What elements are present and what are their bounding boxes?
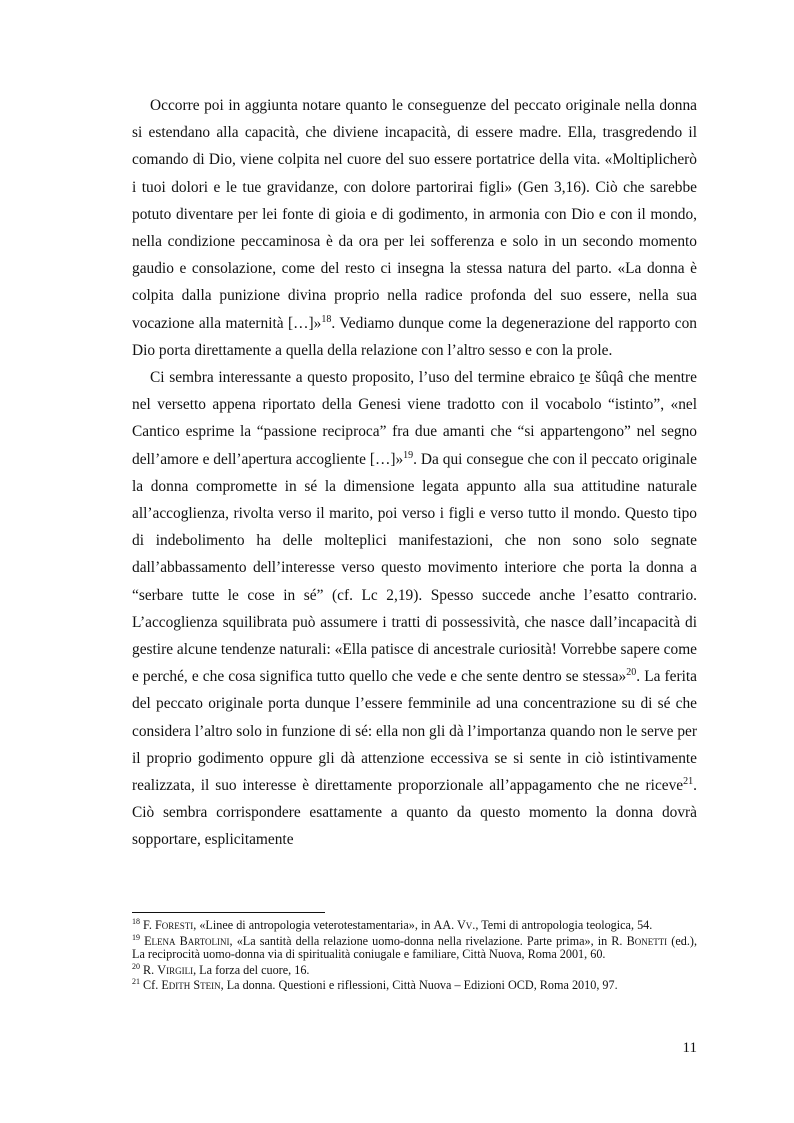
footnote-text: (ed.), La reciprocità uomo-donna via di spiritualità coniugale e familiare, Città Nuova, Roma 2001, 60. xyxy=(132,933,697,962)
footnote-author: Elena Bartolini xyxy=(144,933,230,948)
footnote-18 xyxy=(132,916,697,933)
footnote-text: , La donna. Questioni e riflessioni, Città Nuova – Edizioni OCD, Roma 2010, 97. xyxy=(220,978,618,993)
paragraph-text: . Vediamo dunque come la degenerazione del rapporto con Dio porta direttamente a quella della relazione con l’altro sesso e con la prole. xyxy=(132,314,697,359)
footnote-text: , «Linee di antropologia veterotestamentaria», in xyxy=(193,918,434,932)
footnote-author-surname: Foresti xyxy=(154,918,194,932)
footnote-author-surname: Virgili xyxy=(157,962,194,977)
paragraph-text: Occorre poi in aggiunta notare quanto le conseguenze del peccato originale nella donna si estendano alla capacità, che diviene incapacità, di essere madre. Ella, trasgredendo il comando di Dio, viene colpita nel cuore del suo essere portatrice della vita. «Moltiplicherò i tuoi dolori e le tue gravidanze, con dolore partorirai figli» (Gen 3,16). Ciò che sarebbe potuto diventare per lei fonte di gioia e di godimento, in armonia con Dio e con il mondo, nella condizione peccaminosa è da ora per lei sofferenza e solo in un secondo momento gaudio e consolazione, come del resto ci insegna la stessa natura del parto. «La donna è colpita dalla punizione divina proprio nella radice profonda del suo essere, nella sua vocazione alla maternità […]» xyxy=(132,97,697,332)
footnote-editor: AA. Vv. xyxy=(433,918,476,932)
footnote-number: 20 xyxy=(132,961,140,971)
footnote-number: 18 xyxy=(132,916,140,926)
footnote-text: , «La santità della relazione uomo-donna nella rivelazione. Parte prima», in R. xyxy=(229,933,627,948)
paragraph-text: Ci sembra interessante a questo proposito, l’uso del termine ebraico ṯe šûqâ che mentre nel versetto appena riportato della Genesi viene tradotto con il vocabolo “istinto”, «nel Cantico esprime la “passione reciproca” fra due amanti che “si appartengono” nel segno dell’amore e dell’apertura accogliente […]» xyxy=(132,369,697,468)
footnotes xyxy=(132,916,697,995)
footnote-ref-19[interactable]: 19 xyxy=(403,449,414,461)
footnote-editor: Bonetti xyxy=(626,933,668,948)
page-number: 11 xyxy=(682,1040,697,1056)
footnote-author: R. xyxy=(143,962,158,977)
footnote-text: , Temi di antropologia teologica, 54. xyxy=(475,918,653,932)
paragraph-1 xyxy=(132,92,697,364)
footnote-number: 19 xyxy=(132,932,140,942)
footnote-ref-20[interactable]: 20 xyxy=(626,667,637,679)
footnote-20 xyxy=(132,961,697,978)
paragraph-text: . Ciò sembra corrispondere esattamente a quanto da questo momento la donna dovrà sopportare, esplicitamente xyxy=(132,777,697,849)
footnote-number: 21 xyxy=(132,977,140,987)
footnote-ref-18[interactable]: 18 xyxy=(321,313,332,325)
footnote-19 xyxy=(132,932,697,962)
paragraph-2 xyxy=(132,364,697,854)
footnote-separator xyxy=(132,912,325,913)
footnote-author: Edith Stein xyxy=(161,978,221,993)
footnote-ref-21[interactable]: 21 xyxy=(683,775,694,787)
paragraph-text: . La ferita del peccato originale porta dunque l’essere femminile ad una concentrazione su di sé che considera l’altro solo in funzione di sé: ella non gli dà l’importanza quando non le serve per il proprio godimento oppure gli dà attenzione eccessiva se si sente in ciò istintivamente realizzata, il suo interesse è direttamente proporzionale all’appagamento che ne riceve xyxy=(132,668,698,795)
footnote-author: F. xyxy=(143,918,155,932)
paragraph-text: . Da qui consegue che con il peccato originale la donna compromette in sé la dimensione legata appunto alla sua attitudine naturale all’accoglienza, rivolta verso il marito, poi verso i figli e verso tutto il mondo. Questo tipo di indebolimento ha delle molteplici manifestazioni, che non sono solo segnate dall’abbassamento dell’interesse verso questo movimento interiore che porta la donna a “serbare tutte le cose in sé” (cf. Lc 2,19). Spesso succede anche l’esatto contrario. L’accoglienza squilibrata può assumere i tratti di possessività, che nasce dall’incapacità di gestire alcune tendenze naturali: «Ella patisce di ancestrale curiosità! Vorrebbe sapere come e perché, e che cosa significa tutto quello che vede e che sente dentro se stessa» xyxy=(132,450,697,686)
footnote-prefix: Cf. xyxy=(143,978,162,993)
body-text xyxy=(132,92,697,854)
footnote-21 xyxy=(132,979,697,993)
footnote-text: , La forza del cuore, 16. xyxy=(193,962,310,977)
